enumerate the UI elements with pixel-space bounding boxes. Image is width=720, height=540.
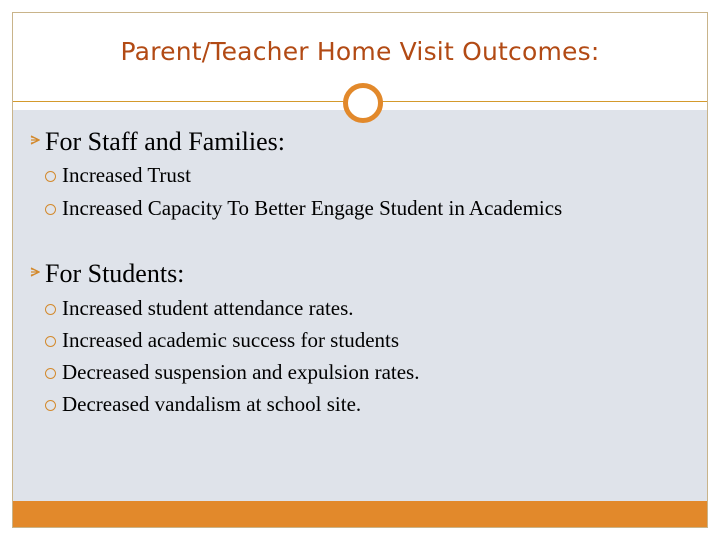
circle-bullet-icon (45, 304, 56, 315)
list-item: Increased academic success for students (45, 328, 399, 353)
circle-bullet-icon (45, 336, 56, 347)
section-heading-students: For Students: (30, 259, 184, 289)
circle-bullet-icon (45, 204, 56, 215)
slide-title: Parent/Teacher Home Visit Outcomes: (120, 37, 600, 66)
arrow-bullet-icon (30, 122, 40, 132)
circle-bullet-icon (45, 171, 56, 182)
list-item: Decreased suspension and expulsion rates. (45, 360, 419, 385)
circle-bullet-icon (45, 400, 56, 411)
section-heading-staff-families: For Staff and Families: (30, 127, 285, 157)
list-item: Increased student attendance rates. (45, 296, 354, 321)
list-item: Decreased vandalism at school site. (45, 392, 361, 417)
circle-bullet-icon (45, 368, 56, 379)
list-item: Increased Trust (45, 163, 191, 188)
arrow-bullet-icon (30, 254, 40, 264)
list-item: Increased Capacity To Better Engage Student in Academics (45, 196, 562, 221)
